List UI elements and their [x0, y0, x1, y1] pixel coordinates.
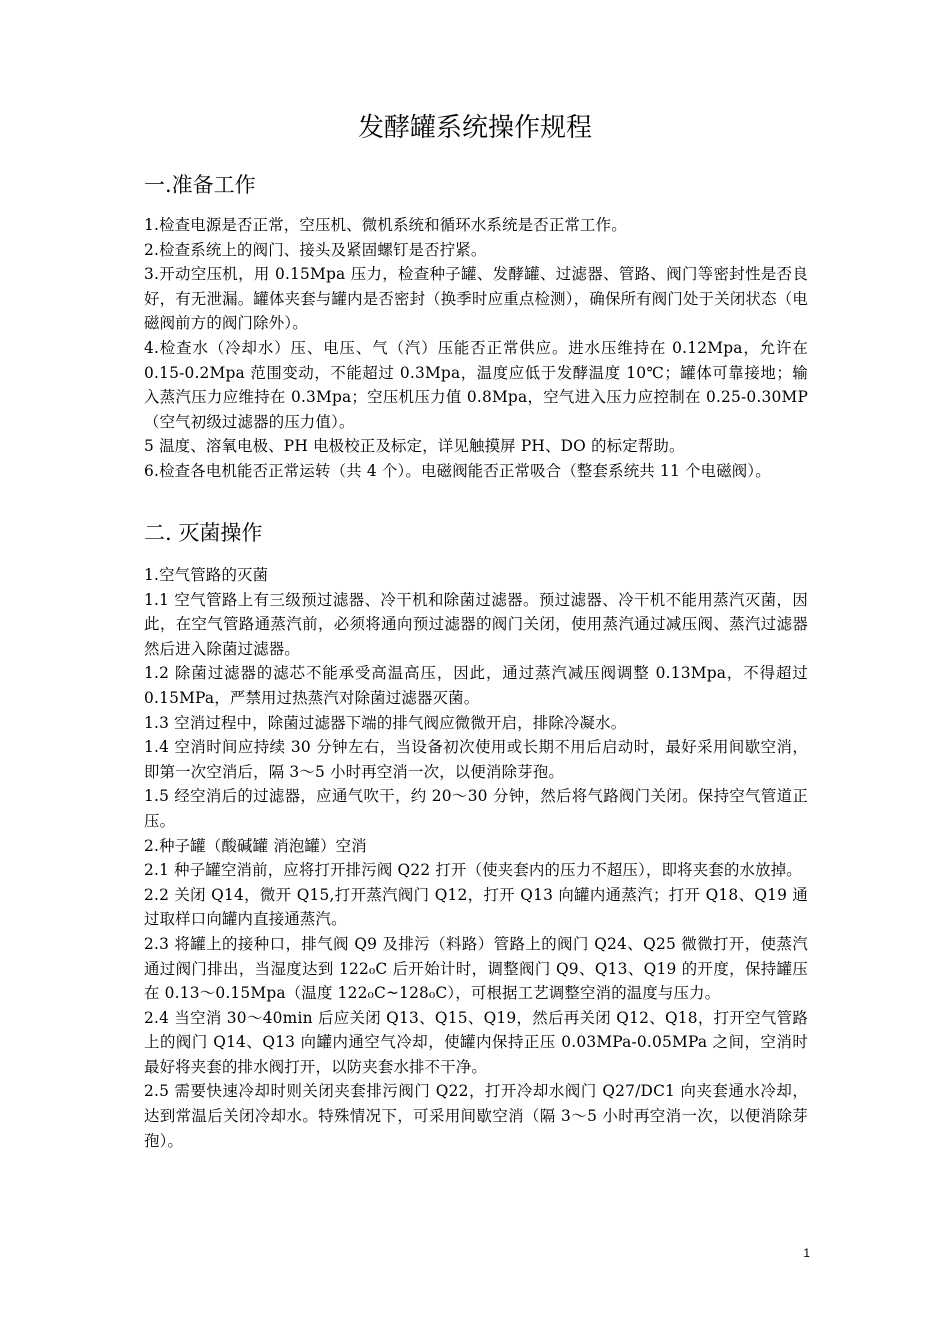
- paragraph: 2.种子罐（酸碱罐 消泡罐）空消: [144, 836, 367, 855]
- section-heading-sterilization: 二. 灭菌操作: [144, 521, 263, 545]
- paragraph: 3.开动空压机，用 0.15Mpa 压力，检查种子罐、发酵罐、过滤器、管路、阀门等密封性是否良好，有无泄漏。罐体夹套与罐内是否密封（换季时应重点检测），确保所有阀门处于关闭状态（电磁阀前方的阀门除外）。: [144, 265, 808, 333]
- paragraph: 1.3 空消过程中，除菌过滤器下端的排气阀应微微开启，排除冷凝水。: [144, 713, 627, 732]
- paragraph: 1.5 经空消后的过滤器，应通气吹干，约 20～30 分钟，然后将气路阀门关闭。保持空气管道正压。: [144, 787, 808, 830]
- paragraph: 2.3 将罐上的接种口，排气阀 Q9 及排污（料路）管路上的阀门 Q24、Q25 微微打开，使蒸汽通过阀门排出，当湿度达到 122₀C 后开始计时，调整阀门 Q9、Q13、Q19 的开度，保持罐压在 0.13～0.15Mpa（温度 122₀C~128₀C），可根据工艺调整空消的温度与压力。: [144, 934, 808, 1003]
- paragraph: 2.4 当空消 30～40min 后应关闭 Q13、Q15、Q19，然后再关闭 Q12、Q18，打开空气管路上的阀门 Q14、Q13 向罐内通空气冷却，使罐内保持正压 0.03MPa-0.05MPa 之间，空消时最好将夹套的排水阀打开，以防夹套水排不干净。: [144, 1008, 808, 1076]
- paragraph: 1.2 除菌过滤器的滤芯不能承受高温高压，因此，通过蒸汽减压阀调整 0.13Mpa，不得超过 0.15MPa，严禁用过热蒸汽对除菌过滤器灭菌。: [144, 664, 808, 707]
- section-body-preparation: [144, 213, 808, 484]
- paragraph: 2.2 关闭 Q14，微开 Q15,打开蒸汽阀门 Q12，打开 Q13 向罐内通蒸汽；打开 Q18、Q19 通过取样口向罐内直接通蒸汽。: [144, 885, 808, 929]
- paragraph: 2.检查系统上的阀门、接头及紧固螺钉是否拧紧。: [144, 240, 487, 259]
- paragraph: 1.检查电源是否正常，空压机、微机系统和循环水系统是否正常工作。: [144, 216, 627, 234]
- section-heading-preparation: 一.准备工作: [144, 173, 256, 197]
- paragraph: 1.空气管路的灭菌: [144, 566, 269, 584]
- paragraph: 2.1 种子罐空消前，应将打开排污阀 Q22 打开（使夹套内的压力不超压），即将夹套的水放掉。: [144, 861, 802, 880]
- section-body-sterilization: [144, 563, 808, 1153]
- paragraph: 6.检查各电机能否正常运转（共 4 个）。电磁阀能否正常吸合（整套系统共 11 个电磁阀）。: [144, 461, 771, 480]
- paragraph: 1.4 空消时间应持续 30 分钟左右，当设备初次使用或长期不用后启动时，最好采用间歇空消，即第一次空消后，隔 3～5 小时再空消一次，以便消除芽孢。: [144, 738, 808, 781]
- paragraph: 2.5 需要快速冷却时则关闭夹套排污阀门 Q22，打开冷却水阀门 Q27/DC1 向夹套通水冷却，达到常温后关闭冷却水。特殊情况下，可采用间歇空消（隔 3～5 小时再空消一次，以便消除芽孢）。: [144, 1082, 808, 1150]
- page-title: 发酵罐系统操作规程: [357, 113, 592, 143]
- paragraph: 5 温度、溶氧电极、PH 电极校正及标定，详见触摸屏 PH、DO 的标定帮助。: [144, 437, 685, 456]
- paragraph: 4.检查水（冷却水）压、电压、气（汽）压能否正常供应。进水压维持在 0.12Mpa，允许在 0.15-0.2Mpa 范围变动，不能超过 0.3Mpa，温度应低于发酵温度 10℃；罐体可靠接地；输入蒸汽压力应维持在 0.3Mpa；空压机压力值 0.8Mpa，空气进入压力应控制在 0.25-0.30MP（空气初级过滤器的压力值）。: [144, 338, 808, 431]
- page-number: 1: [803, 1246, 810, 1260]
- paragraph: 1.1 空气管路上有三级预过滤器、冷干机和除菌过滤器。预过滤器、冷干机不能用蒸汽灭菌，因此，在空气管路通蒸汽前，必须将通向预过滤器的阀门关闭，使用蒸汽通过减压阀、蒸汽过滤器然后进入除菌过滤器。: [144, 590, 808, 658]
